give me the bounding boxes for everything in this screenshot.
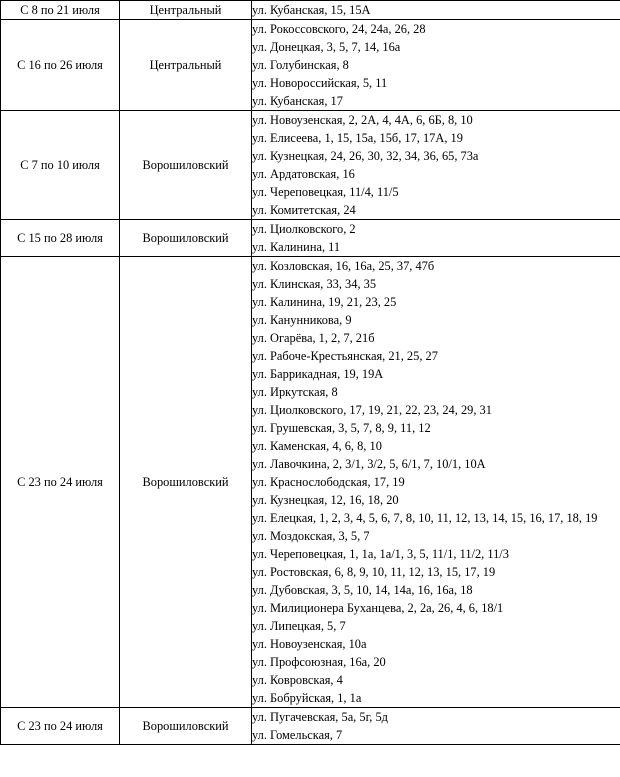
table-row bbox=[1, 257, 620, 708]
street-line: ул. Иркутская, 8 bbox=[252, 385, 338, 399]
table-row bbox=[1, 220, 620, 257]
street-line: ул. Елецкая, 1, 2, 3, 4, 5, 6, 7, 8, 10, 11, 12, 13, 14, 15, 16, 17, 18, 19 bbox=[252, 511, 598, 525]
date-range-cell: С 16 по 26 июля bbox=[1, 20, 120, 111]
district-cell: Ворошиловский bbox=[120, 220, 252, 257]
street-line: ул. Циолковского, 2 bbox=[252, 222, 356, 236]
streets-cell bbox=[252, 20, 620, 111]
district-cell: Ворошиловский bbox=[120, 111, 252, 220]
street-line: ул. Кубанская, 17 bbox=[252, 94, 343, 108]
streets-cell bbox=[252, 220, 620, 257]
street-line: ул. Ростовская, 6, 8, 9, 10, 11, 12, 13, 15, 17, 19 bbox=[252, 565, 496, 579]
street-line: ул. Кубанская, 15, 15А bbox=[252, 3, 371, 17]
street-line: ул. Клинская, 33, 34, 35 bbox=[252, 277, 377, 291]
street-line: ул. Ковровская, 4 bbox=[252, 673, 343, 687]
date-range-cell: С 23 по 24 июля bbox=[1, 708, 120, 745]
table-row bbox=[1, 708, 620, 745]
street-line: ул. Грушевская, 3, 5, 7, 8, 9, 11, 12 bbox=[252, 421, 431, 435]
street-line: ул. Милиционера Буханцева, 2, 2а, 26, 4, 6, 18/1 bbox=[252, 601, 504, 615]
streets-cell bbox=[252, 708, 620, 745]
street-line: ул. Огарёва, 1, 2, 7, 21б bbox=[252, 331, 375, 345]
street-line: ул. Калинина, 19, 21, 23, 25 bbox=[252, 295, 397, 309]
table-row bbox=[1, 1, 620, 20]
street-line: ул. Циолковского, 17, 19, 21, 22, 23, 24, 29, 31 bbox=[252, 403, 492, 417]
streets-cell bbox=[252, 111, 620, 220]
date-range-cell: С 15 по 28 июля bbox=[1, 220, 120, 257]
table-row bbox=[1, 111, 620, 220]
street-line: ул. Донецкая, 3, 5, 7, 14, 16а bbox=[252, 40, 401, 54]
street-line: ул. Профсоюзная, 16а, 20 bbox=[252, 655, 386, 669]
street-line: ул. Пугачевская, 5а, 5г, 5д bbox=[252, 710, 388, 724]
street-line: ул. Ардатовская, 16 bbox=[252, 167, 355, 181]
district-cell: Ворошиловский bbox=[120, 257, 252, 708]
district-cell: Центральный bbox=[120, 1, 252, 20]
street-line: ул. Комитетская, 24 bbox=[252, 203, 356, 217]
street-line: ул. Дубовская, 3, 5, 10, 14, 14а, 16, 16а, 18 bbox=[252, 583, 473, 597]
street-line: ул. Кузнецкая, 12, 16, 18, 20 bbox=[252, 493, 399, 507]
street-line: ул. Липецкая, 5, 7 bbox=[252, 619, 346, 633]
street-line: ул. Баррикадная, 19, 19А bbox=[252, 367, 384, 381]
street-line: ул. Новоузенская, 2, 2А, 4, 4А, 6, 6Б, 8, 10 bbox=[252, 113, 473, 127]
street-line: ул. Бобруйская, 1, 1а bbox=[252, 691, 362, 705]
street-line: ул. Лавочкина, 2, 3/1, 3/2, 5, 6/1, 7, 10/1, 10А bbox=[252, 457, 486, 471]
street-line: ул. Череповецкая, 1, 1а, 1а/1, 3, 5, 11/1, 11/2, 11/3 bbox=[252, 547, 509, 561]
street-line: ул. Калинина, 11 bbox=[252, 240, 341, 254]
date-range-cell: С 8 по 21 июля bbox=[1, 1, 120, 20]
street-line: ул. Череповецкая, 11/4, 11/5 bbox=[252, 185, 399, 199]
street-line: ул. Краснослободская, 17, 19 bbox=[252, 475, 405, 489]
date-range-cell: С 23 по 24 июля bbox=[1, 257, 120, 708]
street-line: ул. Кузнецкая, 24, 26, 30, 32, 34, 36, 65, 73а bbox=[252, 149, 479, 163]
district-cell: Центральный bbox=[120, 20, 252, 111]
date-range-cell: С 7 по 10 июля bbox=[1, 111, 120, 220]
street-line: ул. Моздокская, 3, 5, 7 bbox=[252, 529, 370, 543]
street-line: ул. Елисеева, 1, 15, 15а, 15б, 17, 17А, 19 bbox=[252, 131, 463, 145]
street-line: ул. Новоузенская, 10а bbox=[252, 637, 367, 651]
streets-cell bbox=[252, 1, 620, 20]
table-row bbox=[1, 20, 620, 111]
street-line: ул. Козловская, 16, 16а, 25, 37, 47б bbox=[252, 259, 435, 273]
street-line: ул. Гомельская, 7 bbox=[252, 728, 343, 742]
street-line: ул. Рабоче-Крестьянская, 21, 25, 27 bbox=[252, 349, 438, 363]
street-line: ул. Голубинская, 8 bbox=[252, 58, 349, 72]
table-body bbox=[1, 1, 620, 745]
district-cell: Ворошиловский bbox=[120, 708, 252, 745]
street-line: ул. Рокоссовского, 24, 24а, 26, 28 bbox=[252, 22, 426, 36]
street-line: ул. Канунникова, 9 bbox=[252, 313, 352, 327]
streets-cell bbox=[252, 257, 620, 708]
street-line: ул. Каменская, 4, 6, 8, 10 bbox=[252, 439, 382, 453]
street-line: ул. Новороссийская, 5, 11 bbox=[252, 76, 388, 90]
